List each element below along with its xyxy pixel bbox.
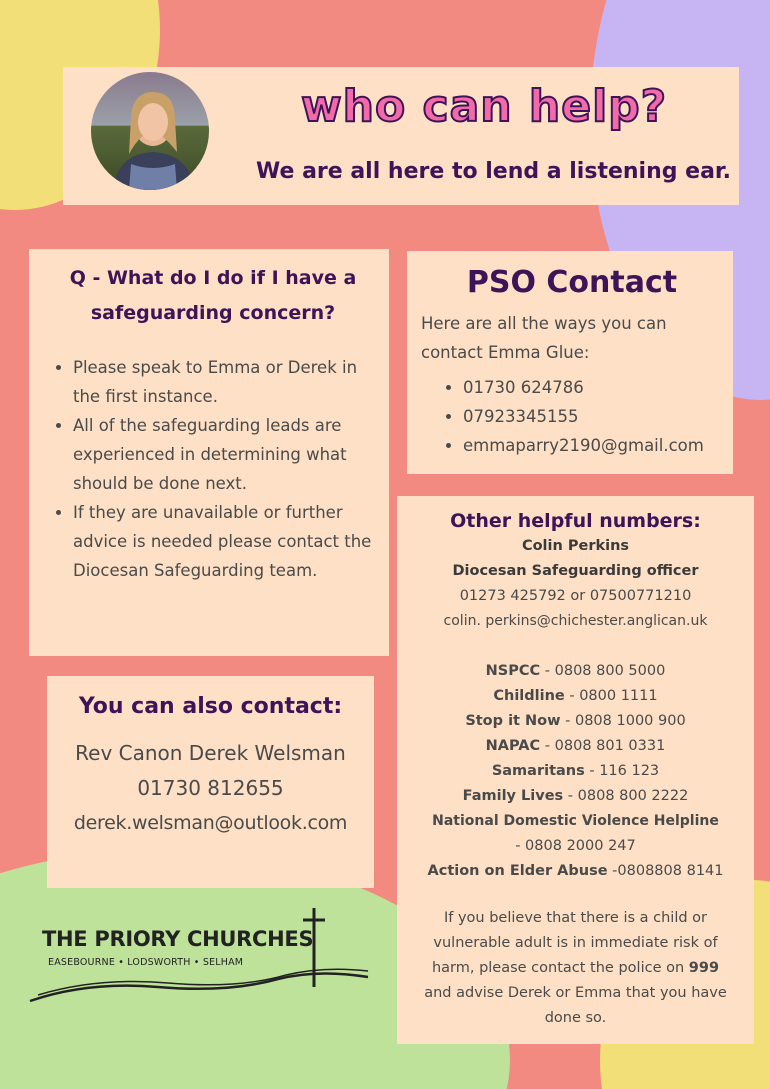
helpful-person-email: colin. perkins@chichester.anglican.uk (443, 613, 708, 629)
number-row (405, 659, 746, 684)
spacer (405, 634, 746, 659)
pso-intro: Here are all the ways you can contact Emma Glue: (421, 314, 667, 362)
also-email: derek.welsman@outlook.com (73, 812, 348, 834)
number-row (405, 859, 746, 884)
number-row (405, 734, 746, 759)
ndvh-number: - 0808 2000 247 (515, 838, 636, 854)
number-value: - 0808 1000 900 (560, 713, 686, 729)
number-row (405, 684, 746, 709)
police-text-1: If you believe that there is a child or vulnerable adult is in immediate risk of harm, please contact the police on (431, 910, 718, 976)
number-row (405, 759, 746, 784)
also-contact-box (47, 676, 374, 888)
also-phone: 01730 812655 (137, 776, 284, 800)
number-value: - 0808 801 0331 (540, 738, 666, 754)
number-value: - 116 123 (584, 763, 660, 779)
helpful-person-name: Colin Perkins (521, 538, 630, 554)
helpful-person-phone: 01273 425792 or 07500771210 (459, 588, 692, 604)
elder-number: -0808808 8141 (607, 863, 724, 879)
list-item: • If they are unavailable or further advice is needed please contact the Diocesan Safeguarding team. (73, 498, 375, 585)
pso-contact-box (407, 251, 733, 474)
police-number: 999 (688, 960, 720, 976)
spacer (405, 884, 746, 906)
pso-phone-2: • 07923345155 (463, 402, 723, 431)
list-item: • Please speak to Emma or Derek in the first instance. (73, 353, 375, 411)
elder-name: Action on Elder Abuse (427, 863, 608, 879)
concern-question: Q - What do I do if I have a safeguarding concern? (69, 267, 357, 324)
number-value: - 0808 800 2222 (563, 788, 689, 804)
police-text-2: and advise Derek or Emma that you have done so. (424, 985, 727, 1026)
page-title: who can help? (301, 81, 668, 132)
number-row (405, 709, 746, 734)
person-photo-icon (91, 72, 209, 190)
number-name: NSPCC (485, 663, 541, 679)
number-row (405, 784, 746, 809)
number-value: - 0800 1111 (564, 688, 658, 704)
priory-churches-logo (28, 905, 373, 1010)
helpful-title: Other helpful numbers: (450, 510, 701, 532)
also-title: You can also contact: (78, 694, 343, 719)
number-name: Stop it Now (465, 713, 561, 729)
number-name: Samaritans (491, 763, 585, 779)
avatar (91, 72, 209, 190)
ndvh-name: National Domestic Violence Helpline (432, 813, 719, 829)
page-subtitle: We are all here to lend a listening ear. (256, 159, 731, 184)
number-name: NAPAC (485, 738, 541, 754)
list-item: • All of the safeguarding leads are experienced in determining what should be done next. (73, 411, 375, 498)
helpful-numbers-box (397, 496, 754, 1044)
pso-title: PSO Contact (466, 265, 678, 300)
pso-phone-1: • 01730 624786 (463, 373, 723, 402)
number-name: Family Lives (462, 788, 564, 804)
helpful-person-role: Diocesan Safeguarding officer (452, 563, 699, 579)
police-advice (405, 906, 746, 1031)
number-value: - 0808 800 5000 (540, 663, 666, 679)
number-name: Childline (493, 688, 565, 704)
concern-list (51, 353, 375, 585)
header-box (63, 67, 739, 205)
pso-email: • emmaparry2190@gmail.com (463, 431, 723, 460)
logo-places: EASEBOURNE • LODSWORTH • SELHAM (48, 957, 244, 968)
logo-name: THE PRIORY CHURCHES (42, 927, 314, 951)
concern-box (29, 249, 389, 656)
also-name: Rev Canon Derek Welsman (75, 741, 346, 765)
pso-contact-list (421, 373, 723, 460)
